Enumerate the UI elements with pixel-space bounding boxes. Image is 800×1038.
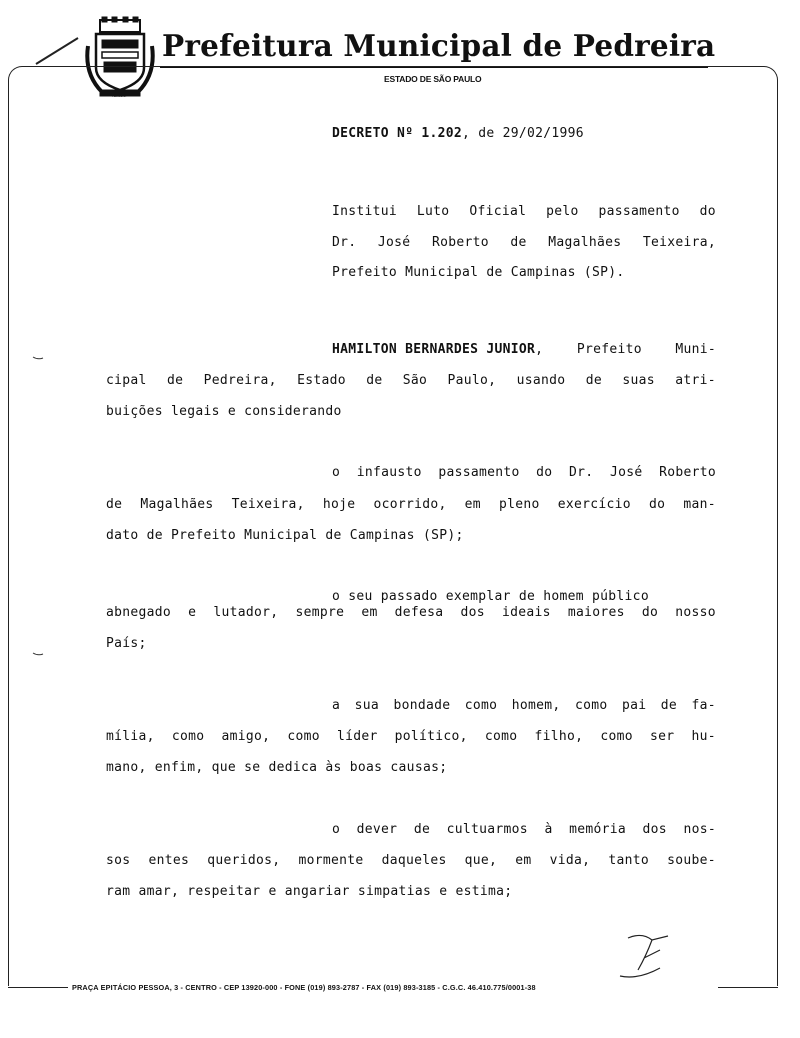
- consideration-line: mano, enfim, que se dedica às boas causas;: [106, 760, 448, 775]
- state-subtitle: ESTADO DE SÃO PAULO: [384, 74, 482, 84]
- preamble-line: HAMILTON BERNARDES JUNIOR, Prefeito Muni-: [332, 342, 716, 357]
- summary-line: Institui Luto Oficial pelo passamento do: [332, 204, 716, 219]
- signature-initials: [598, 928, 678, 986]
- consideration-line: o seu passado exemplar de homem público: [332, 589, 649, 604]
- consideration-line: de Magalhães Teixeira, hoje ocorrido, em pleno exercício do man-: [106, 497, 716, 512]
- margin-mark: [32, 356, 44, 360]
- summary-line: Dr. José Roberto de Magalhães Teixeira,: [332, 235, 716, 250]
- preamble-line: buições legais e considerando: [106, 404, 342, 419]
- consideration-line: abnegado e lutador, sempre em defesa dos ideais maiores do nosso: [106, 605, 716, 620]
- consideration-line: a sua bondade como homem, como pai de fa-: [332, 698, 716, 713]
- page-title: Prefeitura Municipal de Pedreira: [162, 28, 716, 63]
- consideration-line: sos entes queridos, mormente daqueles que, em vida, tanto soube-: [106, 853, 716, 868]
- margin-mark: [32, 652, 44, 656]
- preamble-line: cipal de Pedreira, Estado de São Paulo, usando de suas atri-: [106, 373, 716, 388]
- decree-date: , de 29/02/1996: [462, 126, 584, 141]
- consideration-line: o dever de cultuarmos à memória dos nos-: [332, 822, 716, 837]
- mayor-name: HAMILTON BERNARDES JUNIOR: [332, 342, 536, 357]
- consideration-line: mília, como amigo, como líder político, como filho, como ser hu-: [106, 729, 716, 744]
- decree-number: DECRETO Nº 1.202: [332, 126, 463, 141]
- footer-address: PRAÇA EPITÁCIO PESSOA, 3 - CENTRO - CEP 13920-000 - FONE (019) 893-2787 - FAX (019) 893-3185 - C.G.C. 46.410.775/0001-38: [68, 983, 718, 992]
- pen-stroke-mark: [34, 36, 80, 68]
- consideration-line: dato de Prefeito Municipal de Campinas (SP);: [106, 528, 464, 543]
- summary-line: Prefeito Municipal de Campinas (SP).: [332, 265, 625, 280]
- consideration-line: o infausto passamento do Dr. José Roberto: [332, 465, 716, 480]
- consideration-line: País;: [106, 636, 147, 651]
- consideration-line: ram amar, respeitar e angariar simpatias e estima;: [106, 884, 513, 899]
- decree-heading: [332, 126, 584, 141]
- crest-caption: PEDREIRA: [111, 94, 127, 98]
